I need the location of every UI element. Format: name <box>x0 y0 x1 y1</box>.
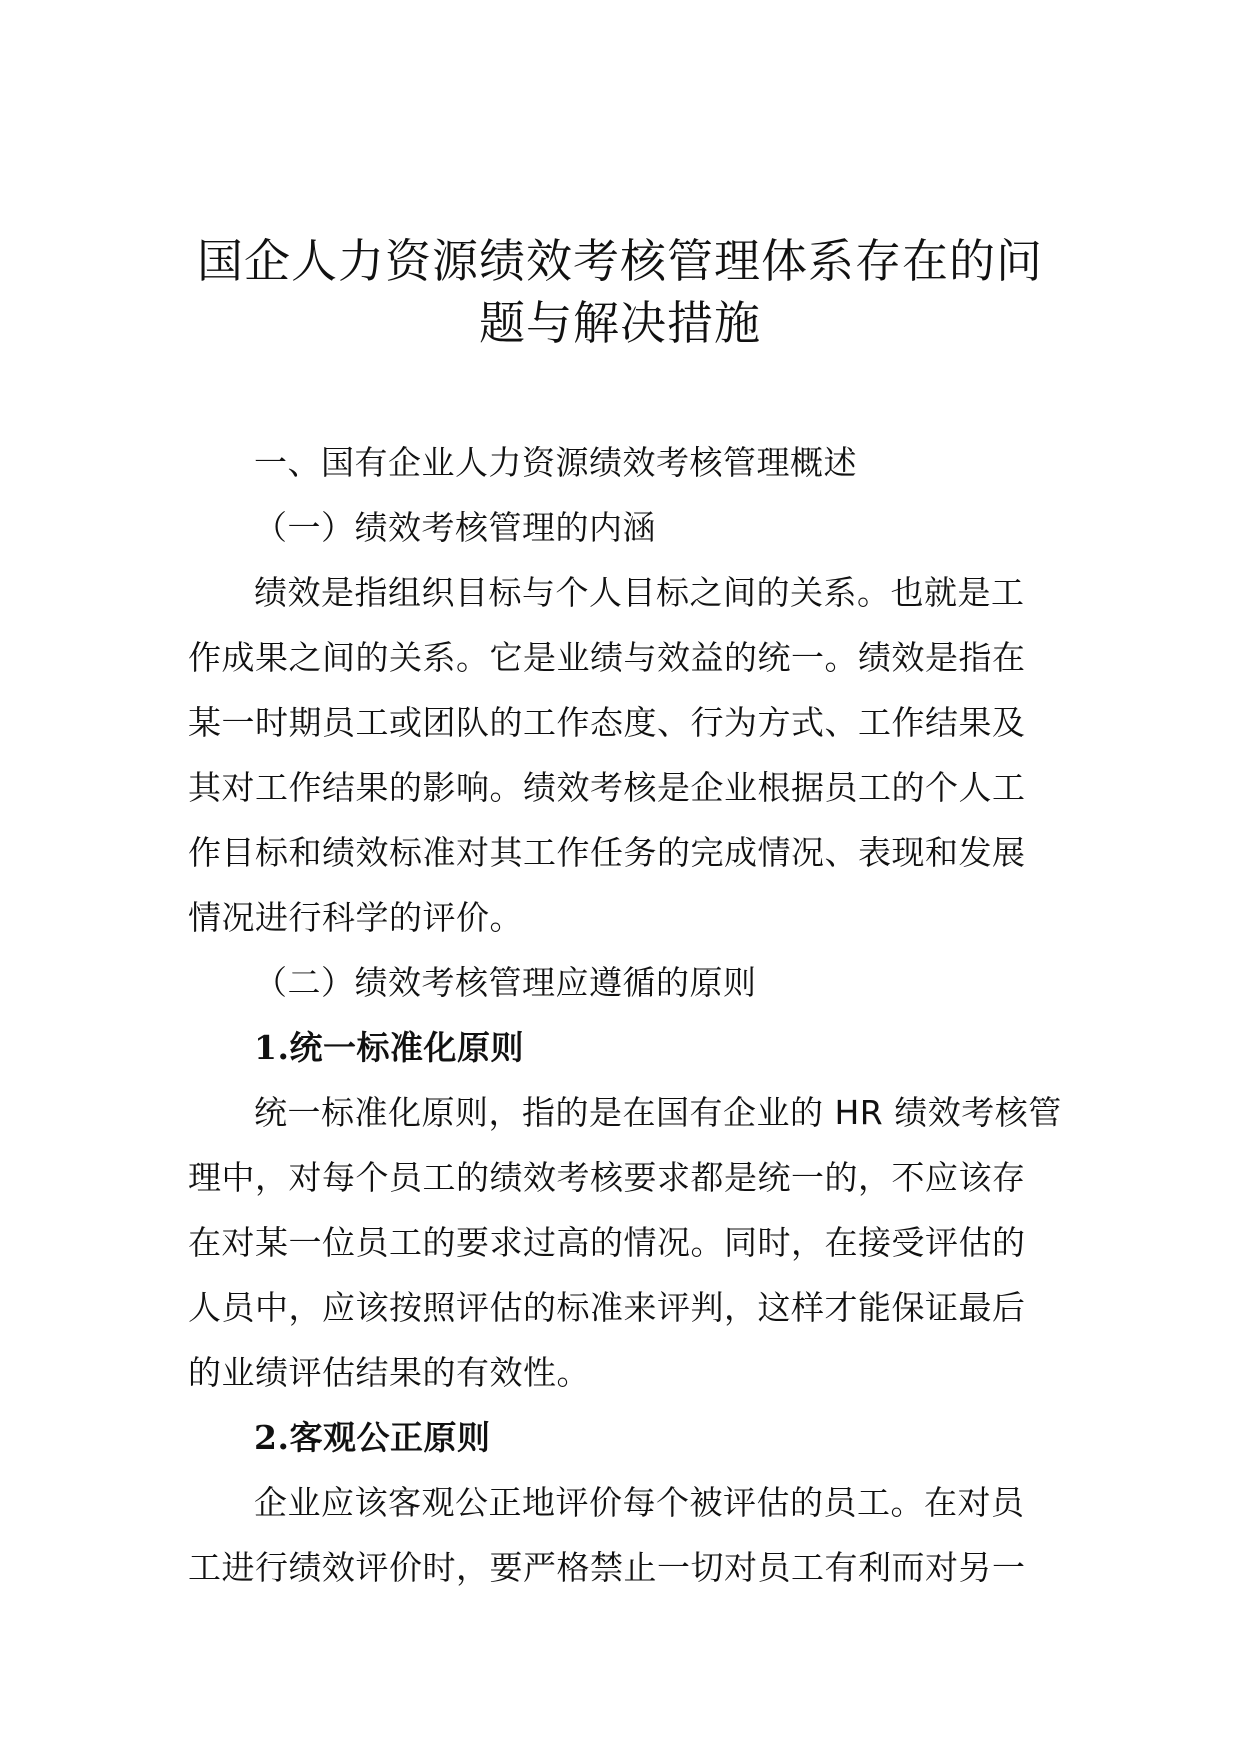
title-line: 国企人力资源绩效考核管理体系存在的问 <box>197 234 1043 288</box>
principle-heading: 1.统一标准化原则 <box>254 1028 524 1067</box>
paragraph <box>188 560 1060 950</box>
paragraph-line: 绩效是指组织目标与个人目标之间的关系。也就是工 <box>254 573 1025 612</box>
paragraph-line: 某一时期员工或团队的工作态度、行为方式、工作结果及 <box>188 703 1026 742</box>
subsection-heading: （二）绩效考核管理应遵循的原则 <box>254 963 757 1002</box>
paragraph-line: 其对工作结果的影响。绩效考核是企业根据员工的个人工 <box>188 768 1026 807</box>
paragraph-line: 的业绩评估结果的有效性。 <box>188 1353 590 1392</box>
subsection-heading: （一）绩效考核管理的内涵 <box>254 508 656 547</box>
paragraph-line: 在对某一位员工的要求过高的情况。同时，在接受评估的 <box>188 1223 1026 1262</box>
paragraph <box>188 1470 1060 1600</box>
document-body <box>188 430 1060 1600</box>
paragraph-line: 企业应该客观公正地评价每个被评估的员工。在对员 <box>254 1483 1025 1522</box>
paragraph-line: 统一标准化原则，指的是在国有企业的 HR 绩效考核管 <box>254 1093 1062 1132</box>
principle-heading: 2.客观公正原则 <box>254 1418 491 1457</box>
paragraph-line: 人员中，应该按照评估的标准来评判，这样才能保证最后 <box>188 1288 1026 1327</box>
paragraph-line: 工进行绩效评价时，要严格禁止一切对员工有利而对另一 <box>188 1548 1026 1587</box>
title-line: 题与解决措施 <box>479 296 761 350</box>
paragraph-line: 作目标和绩效标准对其工作任务的完成情况、表现和发展 <box>188 833 1026 872</box>
paragraph-line: 作成果之间的关系。它是业绩与效益的统一。绩效是指在 <box>188 638 1026 677</box>
paragraph <box>188 1080 1060 1405</box>
section-heading: 一、国有企业人力资源绩效考核管理概述 <box>254 443 857 482</box>
paragraph-line: 理中，对每个员工的绩效考核要求都是统一的，不应该存 <box>188 1158 1026 1197</box>
paragraph-line: 情况进行科学的评价。 <box>188 898 523 937</box>
document-title <box>180 230 1060 354</box>
